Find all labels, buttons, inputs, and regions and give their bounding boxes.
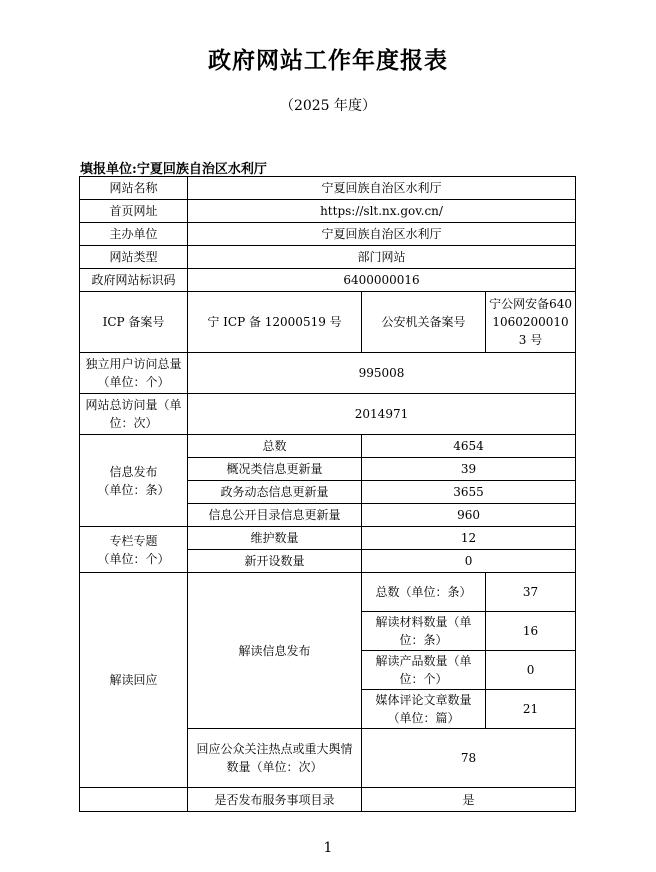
table-row: [80, 200, 576, 223]
page-number: 1: [323, 840, 333, 856]
table-row: [80, 223, 576, 246]
table-row: [80, 573, 576, 612]
sponsor-value: 宁夏回族自治区水利厅: [188, 223, 576, 246]
columns-maintained-value: 12: [362, 527, 576, 550]
columns-new-value: 0: [362, 550, 576, 573]
report-table: [79, 176, 576, 812]
table-row: [80, 788, 576, 812]
service-catalog-label: 是否发布服务事项目录: [188, 788, 362, 812]
homepage-value: https://slt.nx.gov.cn/: [188, 200, 576, 223]
reporting-unit-value: 宁夏回族自治区水利厅: [136, 162, 267, 177]
table-row: [80, 394, 576, 435]
site-id-value: 6400000016: [188, 269, 576, 292]
info-publish-label: [80, 435, 188, 527]
total-visits-label: 网站总访问量（单位：次）: [80, 394, 188, 435]
homepage-label: 首页网址: [80, 200, 188, 223]
report-year: （2025 年度）: [279, 98, 377, 114]
info-total-label: 总数: [188, 435, 362, 458]
police-record-label: 公安机关备案号: [362, 292, 486, 353]
site-name-label: 网站名称: [80, 177, 188, 200]
table-row: [80, 435, 576, 458]
overview-update-label: 概况类信息更新量: [188, 458, 362, 481]
gov-news-update-value: 3655: [362, 481, 576, 504]
disclosure-update-value: 960: [362, 504, 576, 527]
reporting-unit-label: 填报单位:: [80, 162, 137, 177]
site-id-label: 政府网站标识码: [80, 269, 188, 292]
interp-products-value: 0: [486, 651, 576, 690]
interp-media-value: 21: [486, 690, 576, 729]
table-row: [80, 246, 576, 269]
interp-media-label: 媒体评论文章数量（单位：篇）: [362, 690, 486, 729]
table-row: [80, 177, 576, 200]
report-title: 政府网站工作年度报表: [208, 48, 448, 74]
icp-label: ICP 备案号: [80, 292, 188, 353]
table-row: [80, 527, 576, 550]
reporting-unit-line: [80, 158, 267, 177]
service-catalog-value: 是: [362, 788, 576, 812]
columns-label: [80, 527, 188, 573]
info-publish-title: 信息发布: [109, 464, 158, 479]
columns-maintained-label: 维护数量: [188, 527, 362, 550]
interpretation-label: 解读回应: [80, 573, 188, 788]
gov-news-update-label: 政务动态信息更新量: [188, 481, 362, 504]
table-row: [80, 292, 576, 353]
unique-visitors-label: 独立用户访问总量（单位：个）: [80, 353, 188, 394]
columns-new-label: 新开设数量: [188, 550, 362, 573]
columns-unit: （单位：个）: [97, 551, 170, 566]
interpretation-publish-label: 解读信息发布: [188, 573, 362, 729]
interp-total-value: 37: [486, 573, 576, 612]
columns-title: 专栏专题: [109, 533, 158, 548]
info-total-value: 4654: [362, 435, 576, 458]
unique-visitors-value: 995008: [188, 353, 576, 394]
response-value: 78: [362, 729, 576, 788]
interp-products-label: 解读产品数量（单位：个）: [362, 651, 486, 690]
site-name-value: 宁夏回族自治区水利厅: [188, 177, 576, 200]
service-catalog-blank: [80, 788, 188, 812]
table-row: [80, 269, 576, 292]
site-type-label: 网站类型: [80, 246, 188, 269]
total-visits-value: 2014971: [188, 394, 576, 435]
sponsor-label: 主办单位: [80, 223, 188, 246]
interp-materials-value: 16: [486, 612, 576, 651]
police-record-value: 宁公网安备64010602000103 号: [486, 292, 576, 353]
site-type-value: 部门网站: [188, 246, 576, 269]
disclosure-update-label: 信息公开目录信息更新量: [188, 504, 362, 527]
table-row: [80, 353, 576, 394]
overview-update-value: 39: [362, 458, 576, 481]
interp-total-label: 总数（单位：条）: [362, 573, 486, 612]
response-label: 回应公众关注热点或重大舆情数量（单位：次）: [188, 729, 362, 788]
icp-value: 宁 ICP 备 12000519 号: [188, 292, 362, 353]
interp-materials-label: 解读材料数量（单位：条）: [362, 612, 486, 651]
info-publish-unit: （单位：条）: [97, 482, 170, 497]
